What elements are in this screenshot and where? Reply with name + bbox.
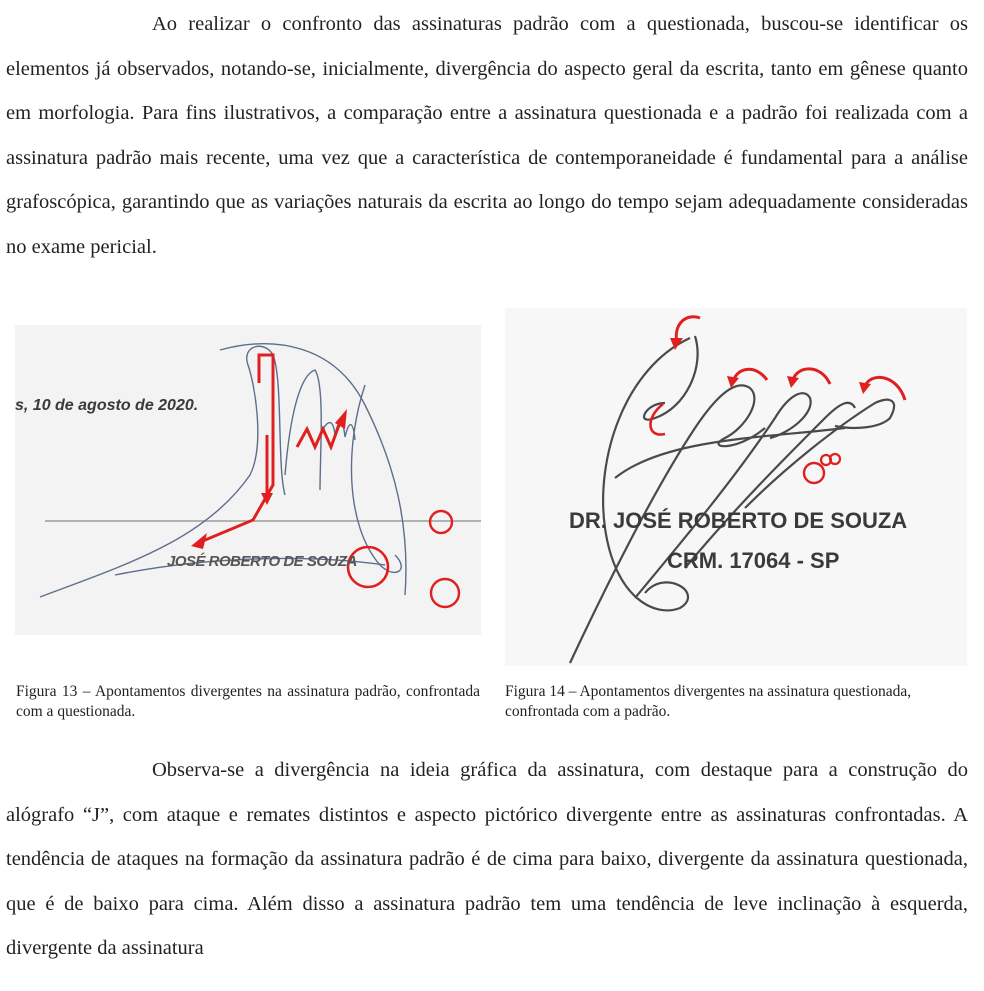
red-circle-small-bottom bbox=[431, 579, 459, 607]
paragraph-1-text: Ao realizar o confronto das assinaturas padrão com a questionada, buscou-se identificar os elementos já observados, notando-se, inicialmente, divergência do aspecto geral da escrita, tanto em gênese quanto em morfologia. Para fins ilustrativos, a comparação entre a assinatura questionada e a padrão foi realizada com a assinatura padrão mais recente, uma vez que a característica de contemporaneidade é fundamental para a análise grafoscópica, garantindo que as variações naturais da escrita ao longo do tempo sejam adequadamente consideradas no exame pericial. bbox=[6, 13, 968, 258]
red-arrow-down-left bbox=[198, 355, 273, 543]
figure-13-date: s, 10 de agosto de 2020. bbox=[15, 397, 199, 414]
red-zigzag-arrow bbox=[297, 425, 339, 447]
red-hook-4-head bbox=[859, 382, 871, 394]
figure-13-image bbox=[15, 325, 481, 635]
red-circle-small-top bbox=[430, 511, 452, 533]
paragraph-1 bbox=[6, 2, 968, 270]
red-arrowhead-left bbox=[191, 533, 207, 549]
figure-14-image bbox=[505, 308, 967, 666]
red-hook-3-head bbox=[787, 376, 799, 388]
questioned-signature-drawing bbox=[505, 308, 967, 666]
figure-14-name: DR. JOSÉ ROBERTO DE SOUZA bbox=[569, 508, 908, 533]
figure-14-crm: CRM. 17064 - SP bbox=[667, 548, 840, 573]
red-hook-4 bbox=[865, 377, 905, 400]
red-hook-3 bbox=[793, 369, 830, 384]
red-circle-dot-1 bbox=[804, 463, 824, 483]
standard-signature-drawing bbox=[15, 325, 481, 635]
figure-14-caption: Figura 14 – Apontamentos divergentes na assinatura questionada, confrontada com a padrão. bbox=[505, 683, 912, 720]
figure-13-name: JOSÉ ROBERTO DE SOUZA bbox=[167, 553, 357, 570]
figure-13-caption: Figura 13 – Apontamentos divergentes na assinatura padrão, confrontada com a questionada. bbox=[16, 683, 480, 720]
red-arrowhead-up bbox=[335, 409, 347, 429]
red-loop-mark bbox=[650, 404, 665, 435]
paragraph-2 bbox=[6, 748, 968, 971]
red-hook-2 bbox=[733, 369, 767, 383]
paragraph-2-text: Observa-se a divergência na ideia gráfica da assinatura, com destaque para a construção do alógrafo “J”, com ataque e remates distintos e aspecto pictórico divergente entre as assinaturas confrontadas. A tendência de ataques na formação da assinatura padrão é de cima para baixo, divergente da assinatura questionada, que é de baixo para cima. Além disso a assinatura padrão tem uma tendência de leve inclinação à esquerda, divergente da assinatura bbox=[6, 759, 968, 960]
